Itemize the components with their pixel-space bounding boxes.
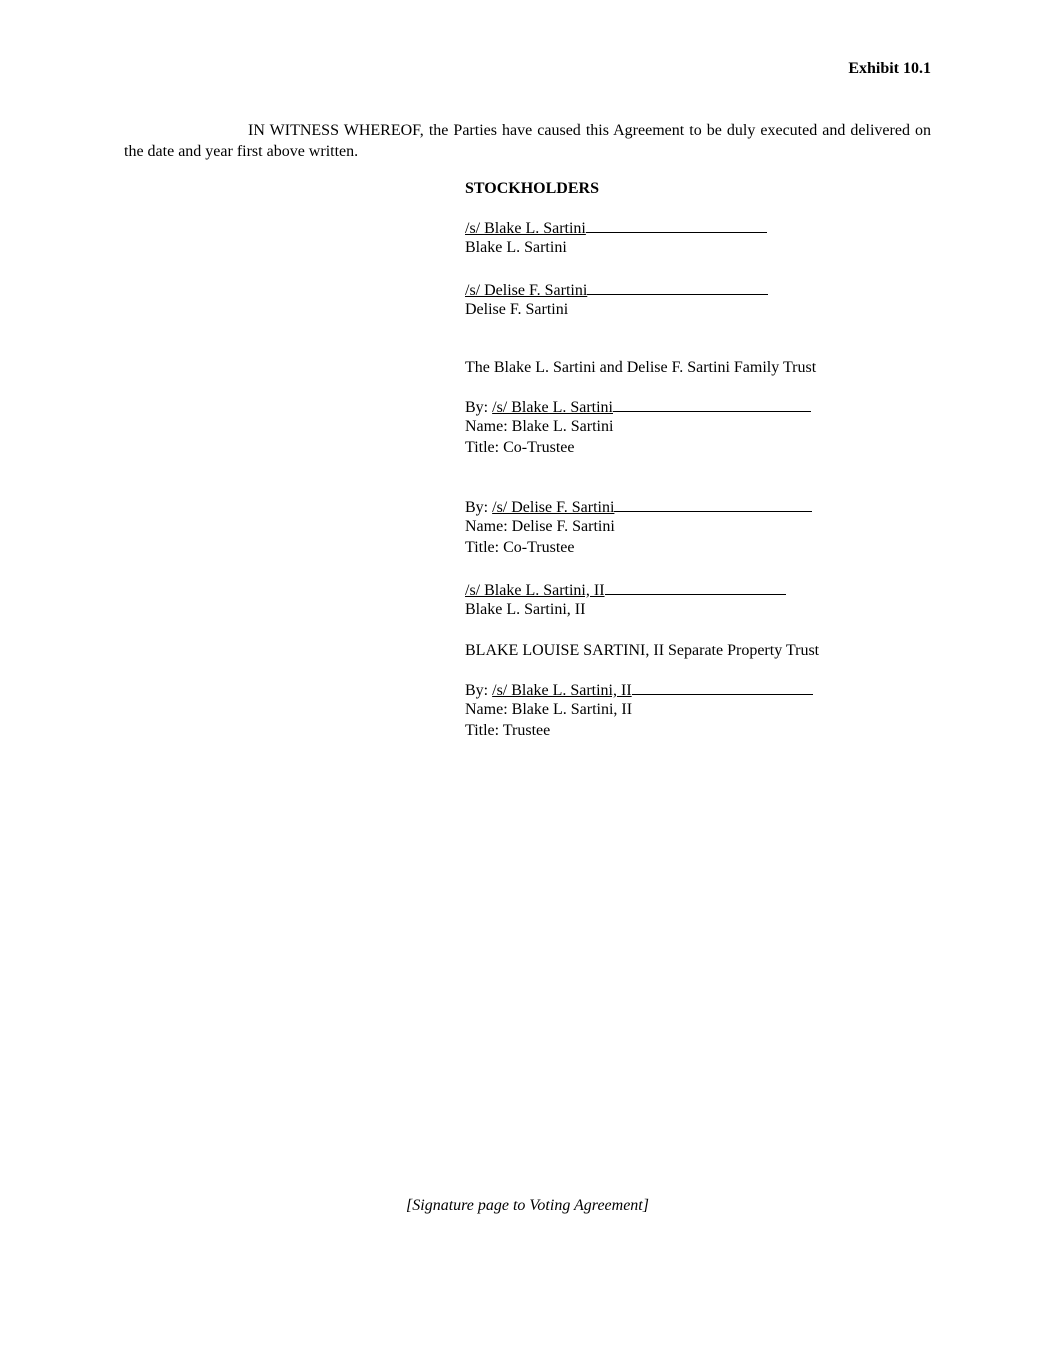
signature-blank (632, 678, 813, 695)
signature-line: /s/ Blake L. Sartini (492, 399, 613, 416)
signature-blank (586, 216, 767, 233)
signature-block-blake (465, 216, 885, 258)
signature-blank (614, 495, 812, 512)
trust-name: The Blake L. Sartini and Delise F. Sartini Family Trust (465, 359, 817, 376)
by-label: By: (465, 499, 489, 516)
signature-line: /s/ Delise F. Sartini (465, 282, 588, 299)
signature-blank (587, 278, 768, 295)
signer-name: Name: Blake L. Sartini (465, 418, 614, 435)
signer-title: Title: Co-Trustee (465, 439, 575, 456)
signer-name: Name: Blake L. Sartini, II (465, 701, 633, 718)
signature-line: /s/ Delise F. Sartini (492, 499, 615, 516)
stockholders-heading: STOCKHOLDERS (465, 180, 599, 197)
by-label: By: (465, 399, 489, 416)
signature-block-delise (465, 278, 885, 320)
signature-page-footer: [Signature page to Voting Agreement] (406, 1197, 649, 1214)
signer-name: Name: Delise F. Sartini (465, 518, 615, 535)
family-trust-block (465, 357, 885, 378)
by-label: By: (465, 682, 489, 699)
family-trust-signature-1 (465, 395, 885, 458)
signer-title: Title: Trustee (465, 722, 551, 739)
signature-line: /s/ Blake L. Sartini, II (465, 582, 605, 599)
signer-name: Delise F. Sartini (465, 301, 569, 318)
exhibit-label: Exhibit 10.1 (848, 60, 931, 77)
trust-name: BLAKE LOUISE SARTINI, II Separate Property Trust (465, 642, 820, 659)
signature-blank (605, 578, 786, 595)
stockholders-heading-block (465, 178, 885, 199)
signer-title: Title: Co-Trustee (465, 539, 575, 556)
signature-line: /s/ Blake L. Sartini (465, 220, 586, 237)
witness-paragraph: IN WITNESS WHEREOF, the Parties have caused this Agreement to be duly executed and delivered on the date and year first above written. (124, 122, 931, 160)
signature-block-blake-ii (465, 578, 885, 620)
signer-name: Blake L. Sartini (465, 239, 567, 256)
signature-blank (613, 395, 811, 412)
signer-name: Blake L. Sartini, II (465, 601, 586, 618)
family-trust-signature-2 (465, 495, 885, 558)
signature-line: /s/ Blake L. Sartini, II (492, 682, 632, 699)
separate-trust-block (465, 640, 885, 661)
separate-trust-signature (465, 678, 885, 741)
